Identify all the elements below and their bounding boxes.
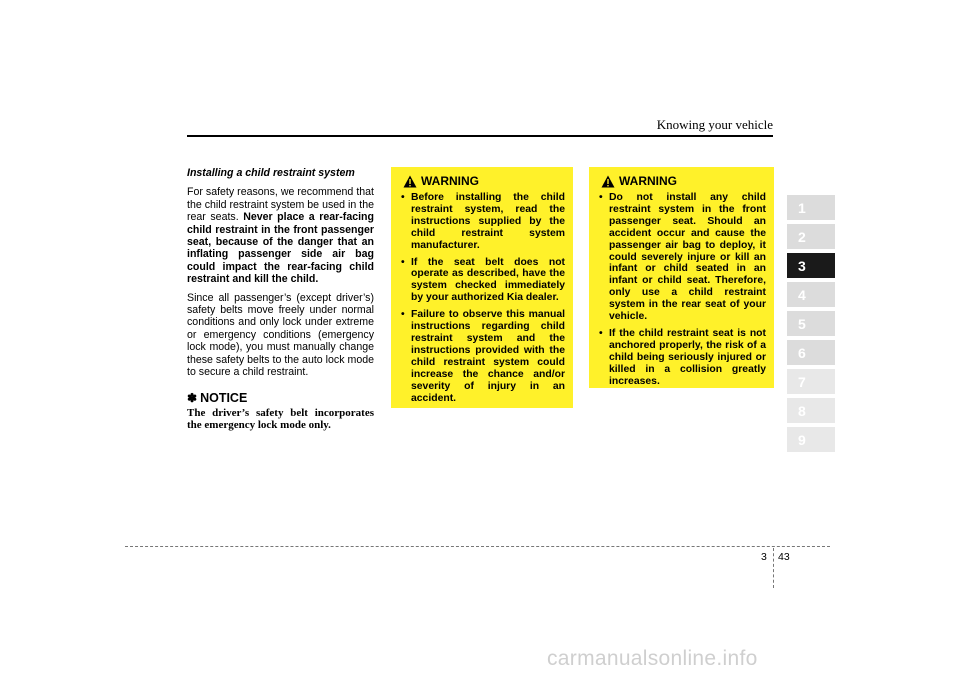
- notice-heading-label: NOTICE: [200, 390, 248, 405]
- chapter-tabs: [787, 195, 835, 456]
- warning-triangle-icon: [403, 175, 417, 188]
- chapter-tab-2[interactable]: 2: [787, 224, 835, 249]
- warning-heading-label: WARNING: [421, 173, 479, 188]
- chapter-tab-7[interactable]: 7: [787, 369, 835, 394]
- warning-item: • Before installing the child restraint system, read the instructions supplied by the child restraint system manufacturer.: [401, 192, 565, 252]
- footer-chapter-number: 3: [761, 551, 767, 563]
- chapter-tab-9[interactable]: 9: [787, 427, 835, 452]
- paragraph-rear-seat: [187, 186, 374, 285]
- warning-list: [401, 192, 565, 404]
- warning-item: • If the seat belt does not operate as described, have the system checked immediately by your authorized Kia dealer.: [401, 257, 565, 305]
- warning-heading-label: WARNING: [619, 173, 677, 188]
- notice-body: The driver’s safety belt incorporates the emergency lock mode only.: [187, 406, 374, 432]
- warning-item: • Do not install any child restraint system in the front passenger seat. Should an accident occur and cause the passenger air bag to deploy, it could severely injure or kill an infant or child seated in an infant or child seat. Therefore, only use a child restraint system in the rear seat of your vehicle.: [599, 192, 766, 323]
- chapter-tab-1[interactable]: 1: [787, 195, 835, 220]
- header-rule: [187, 135, 773, 137]
- left-column: [187, 167, 374, 438]
- warning-triangle-icon: [601, 175, 615, 188]
- watermark: carmanualsonline.info: [547, 647, 758, 670]
- chapter-tab-4[interactable]: 4: [787, 282, 835, 307]
- warning-box-installation: [391, 167, 573, 408]
- warning-box-front-seat: [589, 167, 774, 388]
- warning-heading: [601, 175, 766, 188]
- paragraph-rear-seat-text: For safety reasons, we recommend that the child restraint system be used in the rear seats.: [187, 186, 374, 224]
- section-title: Installing a child restraint system: [187, 167, 355, 179]
- chapter-tab-8[interactable]: 8: [787, 398, 835, 423]
- paragraph-lock-mode: Since all passenger’s (except driver’s) safety belts move freely under normal conditions and only lock under extreme or emergency conditions (emergency lock mode), you must manually change these safety belts to the auto lock mode to secure a child restraint.: [187, 291, 374, 379]
- chapter-tab-3[interactable]: 3: [787, 253, 835, 278]
- warning-item: • Failure to observe this manual instructions regarding child restraint system and the instructions provided with the child restraint system could increase the chance and/or severity of injury in an accident.: [401, 309, 565, 404]
- footer-page-number: 43: [778, 551, 790, 563]
- warning-item: • If the child restraint seat is not anchored properly, the risk of a child being seriously injured or killed in a collision greatly increases.: [599, 328, 766, 388]
- page-header-title: Knowing your vehicle: [656, 117, 773, 132]
- chapter-tab-5[interactable]: 5: [787, 311, 835, 336]
- footer-divider: [773, 548, 774, 588]
- paragraph-rear-seat-warning-text: Never place a rear-facing child restraint in the front passenger seat, because of the danger that an inflating passenger side air bag could impact the rear-facing child restraint and kill the child.: [187, 211, 374, 286]
- warning-heading: [403, 175, 565, 188]
- notice-heading: [187, 392, 374, 404]
- chapter-tab-6[interactable]: 6: [787, 340, 835, 365]
- notice-star-icon: ✽: [187, 390, 198, 405]
- footer-rule: [125, 546, 830, 547]
- warning-list: [599, 192, 766, 388]
